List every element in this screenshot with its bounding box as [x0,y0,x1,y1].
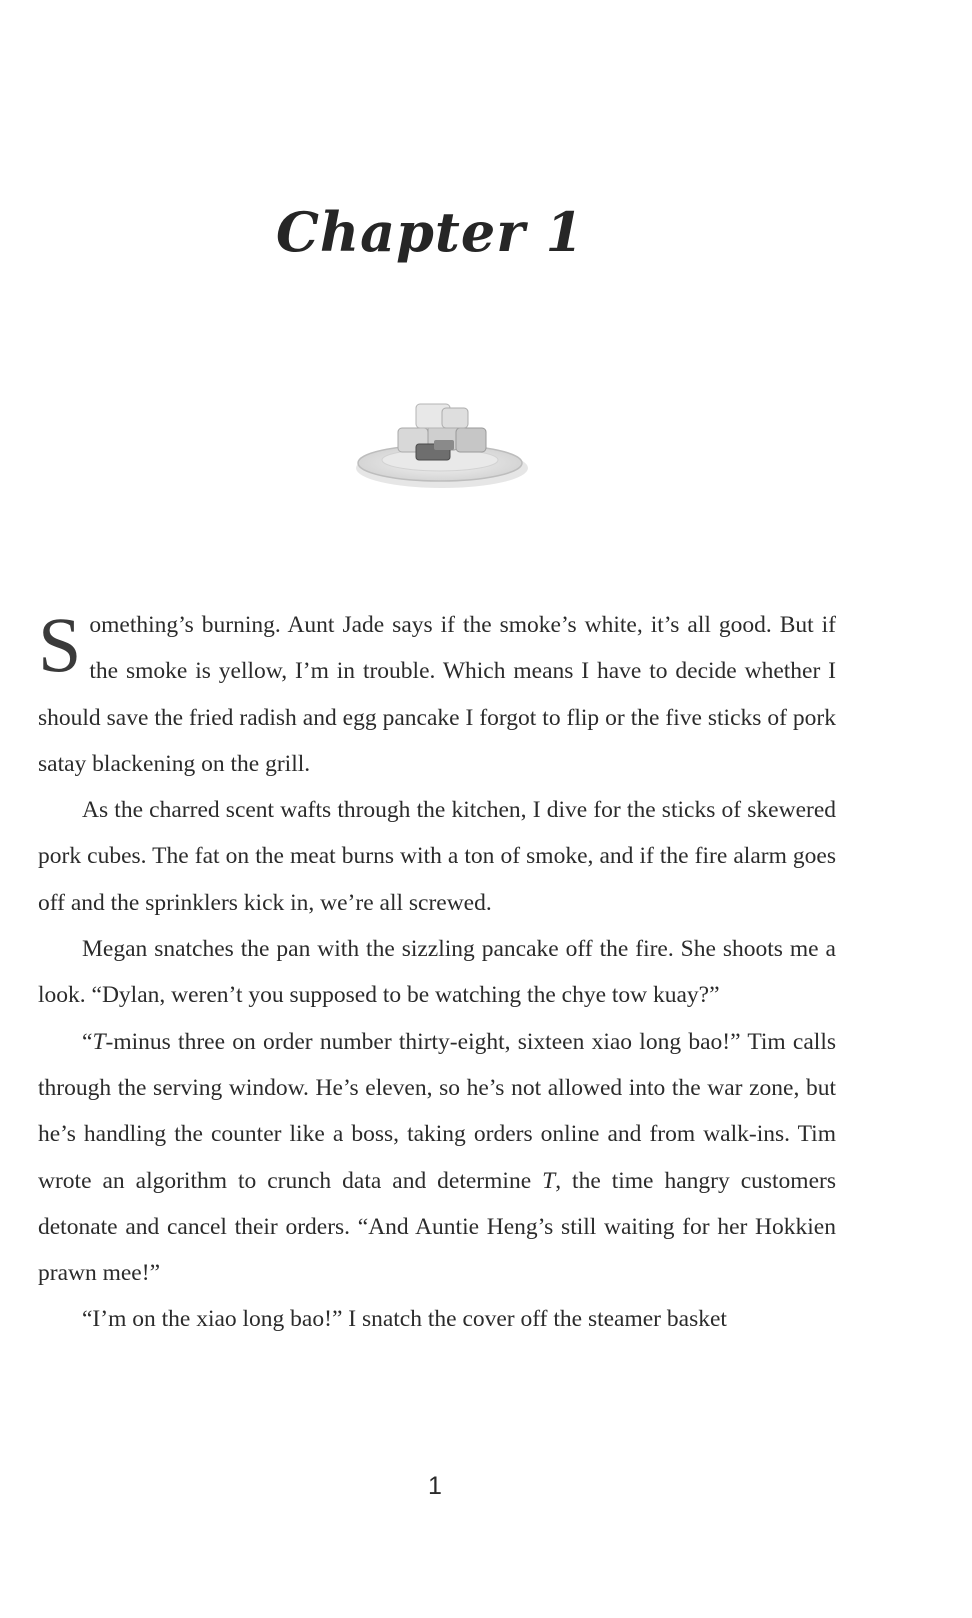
body-text [38,602,836,1343]
chapter-title: Chapter 1 [275,200,585,264]
drop-cap: S [38,601,82,688]
quote-mark: “ [82,1028,93,1055]
paragraph-text: , the time hangry customers detonate and cancel their orders. “And Auntie Heng’s still waiting for her Hokkien prawn mee!” [38,1167,836,1287]
pancake-cube [442,408,468,428]
pancake-plate-icon [350,388,530,498]
pancake-cube [456,428,486,452]
paragraph-text: omething’s burning. Aunt Jade says if the smoke’s white, it’s all good. But if the smoke is yellow, I’m in trouble. Which means I have to decide whether I should save the fried radish and egg pancake I forgot to flip or the five sticks of pork satay blackening on the grill. [38,612,836,777]
paragraph-1 [38,602,836,787]
italic-t: T [542,1167,556,1194]
paragraph-3: Megan snatches the pan with the sizzling pancake off the fire. She shoots me a look. “Dylan, weren’t you supposed to be watching the chye tow kuay?” [38,936,836,1009]
paragraph-5: “I’m on the xiao long bao!” I snatch the cover off the steamer basket [82,1306,727,1333]
paragraph-text: -minus three on order number thirty-eight, sixteen xiao long bao!” Tim calls through the serving window. He’s eleven, so he’s not allowed into the war zone, but he’s handling the counter like a boss, taking orders online and from walk-ins. Tim wrote an algorithm to crunch data and determine [38,1028,836,1194]
italic-t: T [92,1028,106,1055]
radish-piece [434,440,454,450]
paragraph-2: As the charred scent wafts through the kitchen, I dive for the sticks of skewered pork cubes. The fat on the meat burns with a ton of smoke, and if the fire alarm goes off and the sprinklers kick in, we’re all screwed. [38,797,836,916]
paragraph-4 [38,1019,836,1297]
page-number: 1 [428,1472,442,1500]
